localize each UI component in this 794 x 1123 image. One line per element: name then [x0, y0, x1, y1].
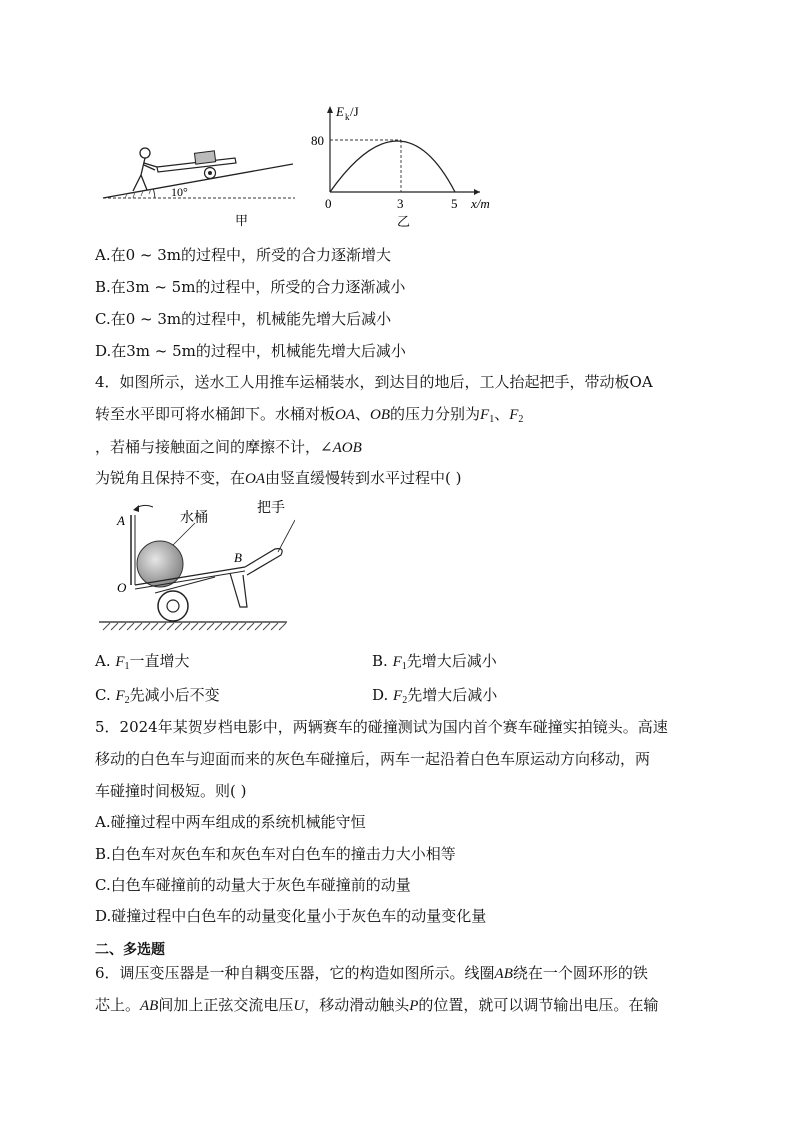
q4-stem-line3: ，若桶与接触面之间的摩擦不计，∠AOB — [95, 438, 362, 456]
q4-option-b: B. $F_1$先增大后减小 — [372, 652, 497, 672]
handle-bar — [245, 549, 282, 575]
q4-option-a: A. $F_1$一直增大 — [95, 652, 190, 672]
bucket-label: 水桶 — [180, 511, 208, 526]
incline-figure — [95, 135, 305, 230]
cart-wheel-hub — [167, 600, 179, 612]
origin-label: 0 — [325, 196, 332, 211]
q3-option-c: C.在0 ~ 3m的过程中，机械能先增大后减小 — [95, 310, 392, 328]
ground-hatch — [103, 623, 286, 630]
point-b-label: B — [234, 550, 242, 565]
handle-pointer — [278, 520, 295, 552]
q3-option-a: A.在0 ~ 3m的过程中，所受的合力逐渐增大 — [95, 246, 392, 264]
rotation-arrow-head — [133, 505, 139, 512]
angle-label: 10° — [171, 185, 188, 199]
handle-label: 把手 — [257, 501, 285, 516]
ek-curve — [330, 141, 455, 192]
cart-leg — [230, 573, 247, 607]
q4-option-d: D. $F_2$先增大后减小 — [372, 686, 498, 706]
q5-option-c: C.白色车碰撞前的动量大于灰色车碰撞前的动量 — [95, 876, 411, 894]
x-tick-5: 5 — [451, 196, 458, 211]
q5-stem-line2: 移动的白色车与迎面而来的灰色车碰撞后，两车一起沿着白色车原运动方向移动，两 — [95, 750, 651, 768]
q5-stem-line3: 车碰撞时间极短。则( ) — [95, 782, 247, 800]
q4-stem-line1: 4．如图所示，送水工人用推车运桶装水，到达目的地后，工人抬起把手，带动板OA — [95, 373, 653, 391]
q5-stem-line1: 5．2024年某贺岁档电影中，两辆赛车的碰撞测试为国内首个赛车碰撞实拍镜头。高速 — [95, 718, 668, 736]
q3-option-b: B.在3m ~ 5m的过程中，所受的合力逐渐减小 — [95, 278, 406, 296]
x-axis-arrow — [474, 189, 480, 195]
incline-line — [103, 164, 293, 198]
water-bucket — [137, 541, 183, 587]
q4-stem-line2: 转至水平即可将水桶卸下。水桶对板OA、OB的压力分别为$F_1$、$F_2$ — [95, 405, 524, 425]
figure-caption-yi: 乙 — [397, 214, 411, 229]
wheelbarrow-figure — [95, 495, 295, 640]
q5-option-b: B.白色车对灰色车和灰色车对白色车的撞击力大小相等 — [95, 845, 456, 863]
bucket-pointer — [173, 523, 195, 545]
y-axis-label-e: E — [336, 104, 344, 119]
cart — [157, 151, 236, 179]
y-tick-80: 80 — [311, 133, 324, 148]
q3-option-d: D.在3m ~ 5m的过程中，机械能先增大后减小 — [95, 342, 406, 360]
x-tick-3: 3 — [397, 196, 404, 211]
q5-option-d: D.碰撞过程中白色车的动量变化量小于灰色车的动量变化量 — [95, 907, 487, 925]
figure-caption-jia: 甲 — [235, 213, 249, 228]
y-axis-label-unit: /J — [350, 104, 359, 119]
q5-option-a: A.碰撞过程中两车组成的系统机械能守恒 — [95, 813, 366, 831]
worker-figure — [133, 148, 157, 191]
point-a-label: A — [117, 513, 125, 528]
point-o-label: O — [117, 580, 127, 595]
q6-stem-line2: 芯上。AB间加上正弦交流电压U，移动滑动触头P的位置，就可以调节输出电压。在输 — [95, 996, 659, 1014]
q4-stem-line4: 为锐角且保持不变，在OA由竖直缓慢转到水平过程中( ) — [95, 469, 462, 487]
q6-stem-line1: 6．调压变压器是一种自耦变压器，它的构造如图所示。线圈AB绕在一个圆环形的铁 — [95, 964, 648, 982]
ek-x-graph — [305, 100, 505, 230]
q4-option-c: C. $F_2$先减小后不变 — [95, 686, 220, 706]
section-title-multiple-choice: 二、多选题 — [95, 942, 165, 958]
angle-arc — [154, 190, 156, 199]
x-axis-label: x/m — [471, 196, 490, 211]
y-axis-label-sub: k — [345, 112, 350, 122]
y-axis-arrow — [327, 106, 333, 113]
